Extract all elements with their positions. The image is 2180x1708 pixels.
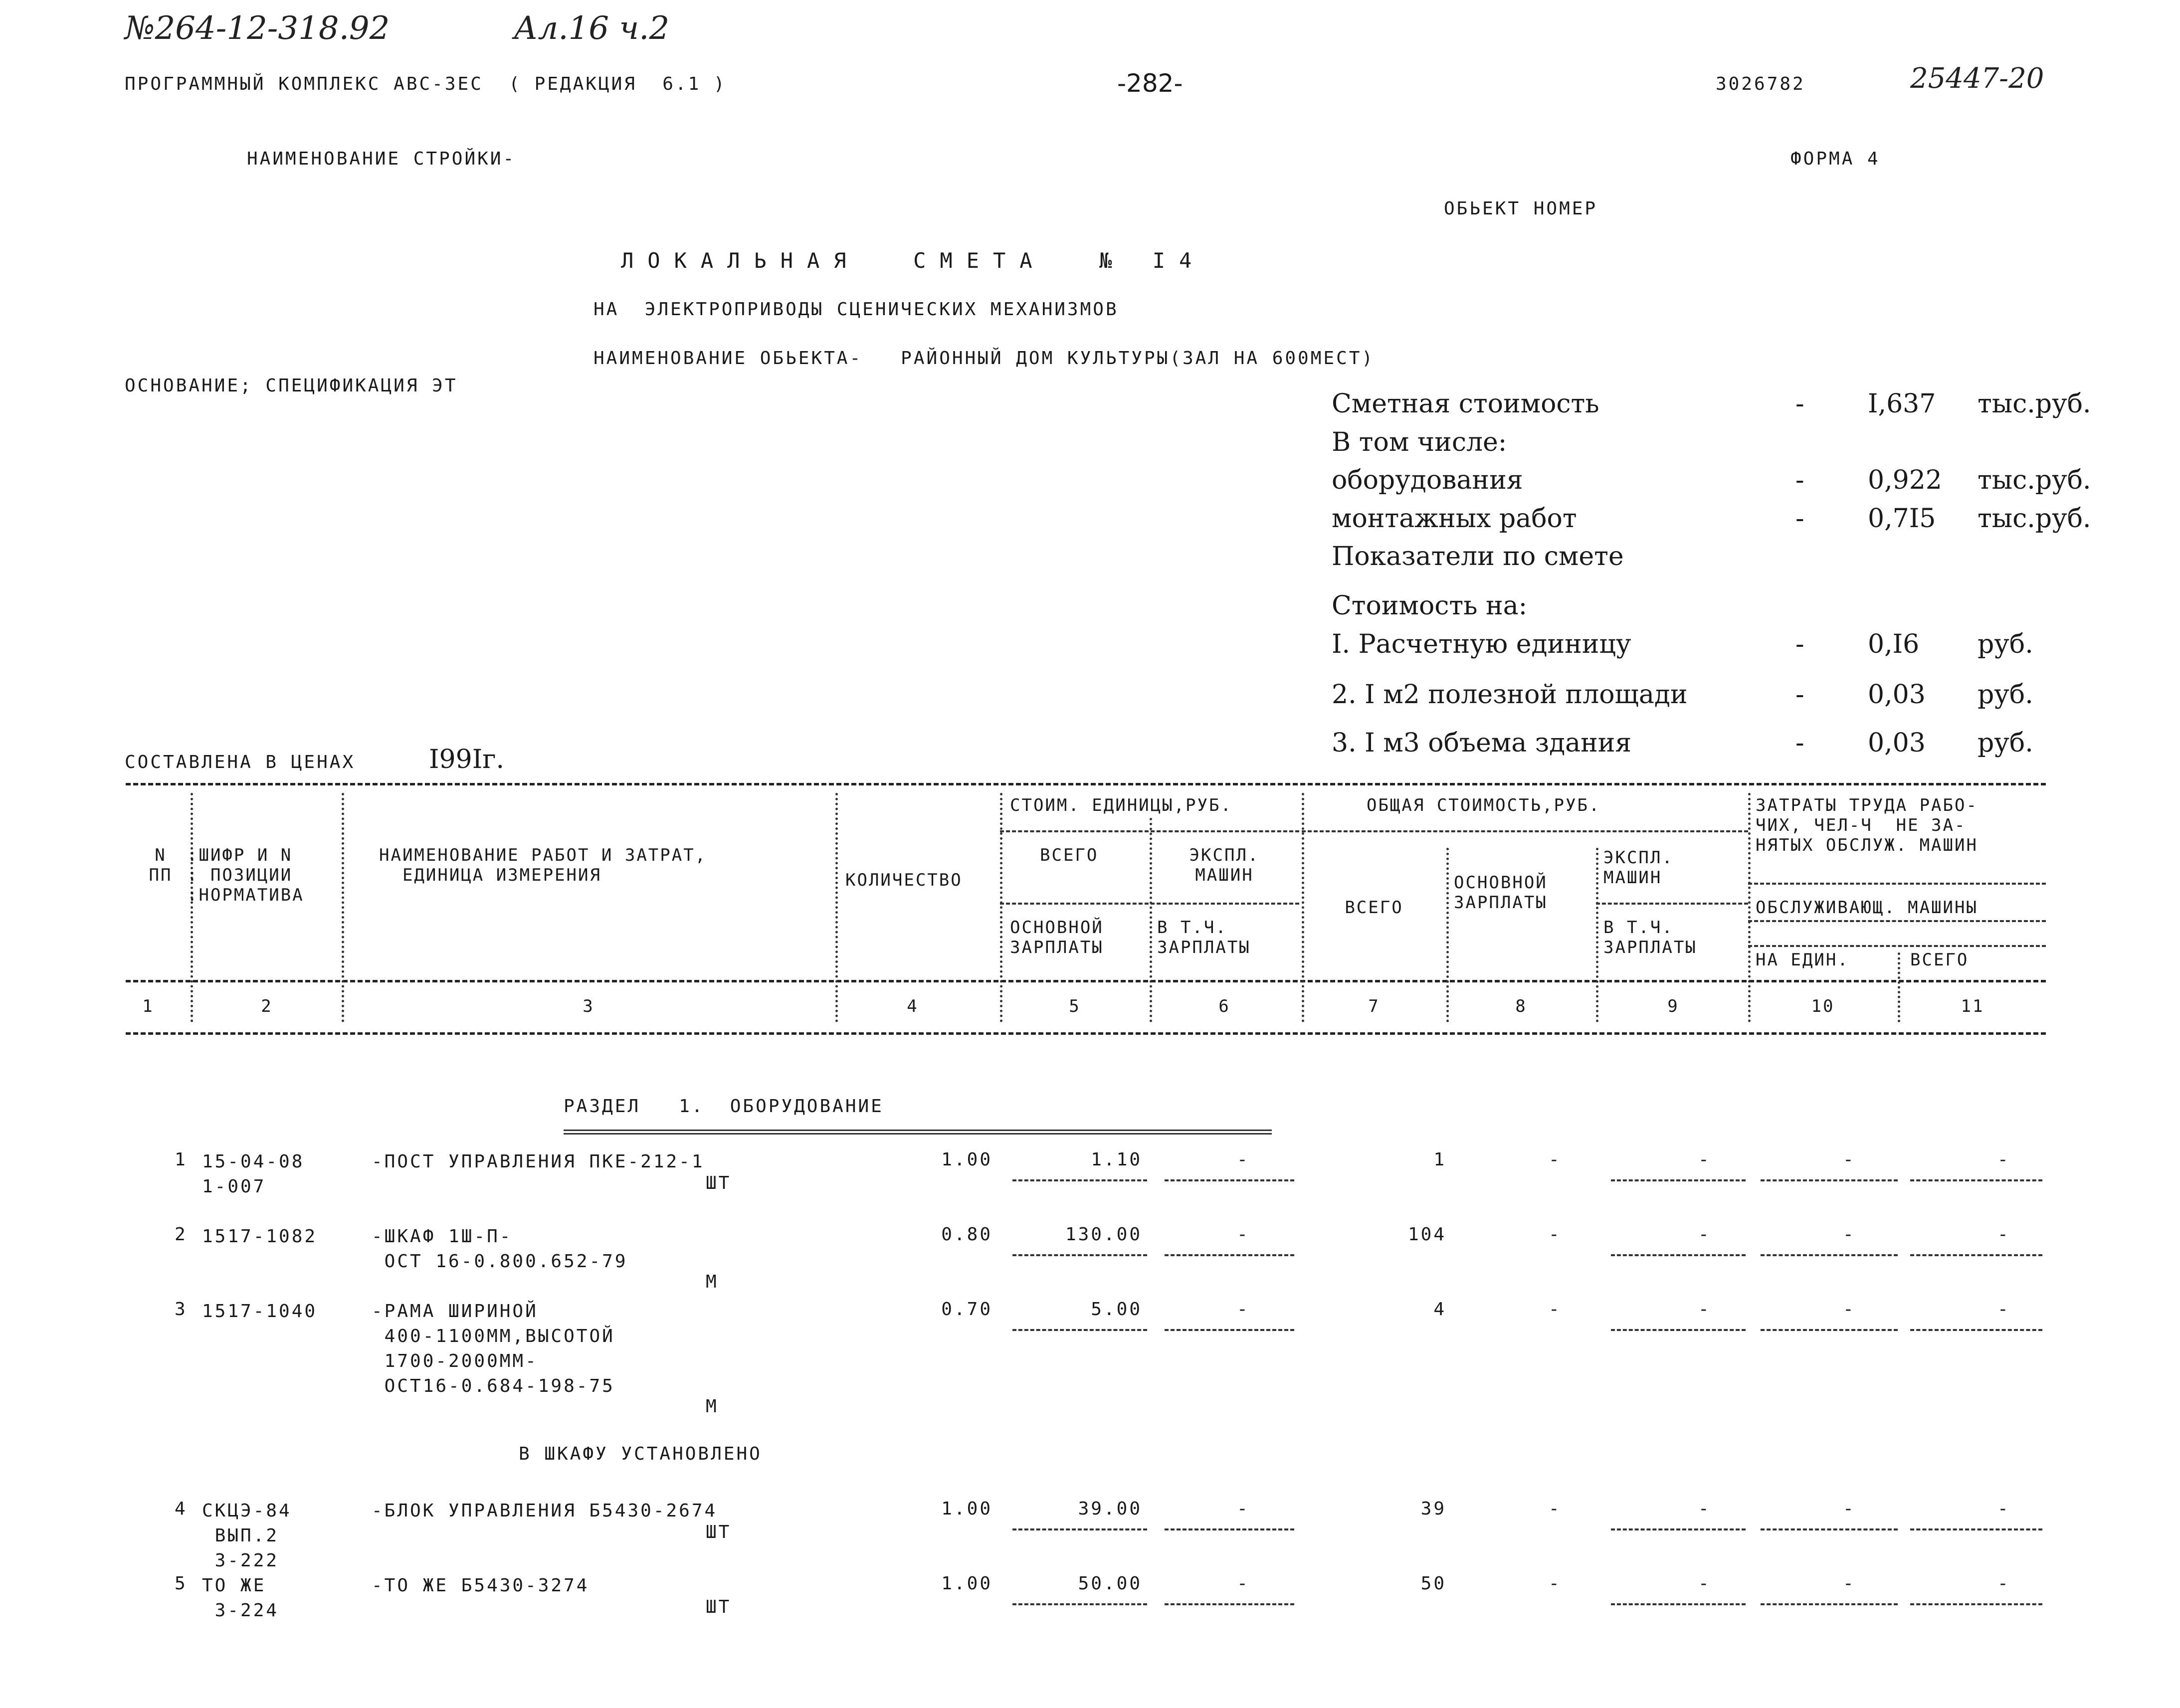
row-subrule: [1611, 1179, 1746, 1181]
row-subrule: [1611, 1603, 1746, 1605]
summary-label: Показатели по смете: [1332, 542, 1624, 571]
row-subrule: [1910, 1329, 2042, 1331]
summary-dash: -: [1795, 389, 1804, 419]
header-subrule: [1596, 903, 1748, 905]
row-unit-price: 5.00: [1091, 1299, 1142, 1320]
summary-label: монтажных работ: [1332, 504, 1577, 534]
header-unit-machines: ЭКСПЛ. МАШИН: [1189, 845, 1260, 885]
row-labor-unit: -: [1843, 1224, 1856, 1245]
row-name: -ТО ЖЕ Б5430-3274: [372, 1575, 590, 1596]
handwritten-ref-number: №264-12-318.92: [125, 10, 390, 47]
header-total-all: ВСЕГО: [1345, 898, 1403, 918]
summary-value: I,637: [1868, 389, 1936, 419]
row-total: 39: [1420, 1499, 1446, 1519]
summary-dash: -: [1795, 629, 1804, 659]
row-unit: ШТ: [706, 1522, 732, 1542]
summary-unit: руб.: [1978, 629, 2033, 659]
summary-label: 3. I м3 объема здания: [1332, 728, 1632, 758]
row-subrule: [1012, 1329, 1147, 1331]
row-unit: М: [706, 1396, 719, 1417]
summary-label: Стоимость на:: [1332, 591, 1528, 621]
row-total-machines: -: [1698, 1224, 1711, 1245]
summary-value: 0,7I5: [1868, 504, 1936, 534]
header-col-qty: КОЛИЧЕСТВО: [845, 870, 963, 890]
estimate-title: ЛОКАЛЬНАЯ СМЕТА № I4: [621, 248, 1206, 273]
row-unit-price: 39.00: [1078, 1499, 1142, 1519]
header-col-n: N ПП: [149, 845, 173, 885]
header-subrule: [1302, 830, 1748, 832]
row-number: 3: [175, 1299, 188, 1320]
row-subrule: [1012, 1254, 1147, 1256]
column-number: 10: [1811, 996, 1835, 1016]
row-total-wage: -: [1549, 1299, 1562, 1320]
col-separator: [1150, 818, 1152, 1022]
row-subrule: [1910, 1179, 2042, 1181]
header-bottom-rule: [126, 980, 2046, 982]
summary-label: Сметная стоимость: [1332, 389, 1599, 419]
summary-unit: тыс.руб.: [1978, 465, 2091, 495]
row-subrule: [1012, 1179, 1147, 1181]
object-name: НАИМЕНОВАНИЕ ОБЬЕКТА- РАЙОННЫЙ ДОМ КУЛЬТУРЫ(ЗАЛ НА 600МЕСТ): [594, 348, 1375, 369]
column-number: 1: [142, 996, 154, 1016]
section-underline: [564, 1130, 1272, 1135]
row-total: 50: [1420, 1573, 1446, 1594]
row-total: 104: [1407, 1224, 1446, 1245]
summary-dash: -: [1795, 465, 1804, 495]
summary-dash: -: [1795, 504, 1804, 534]
row-unit-machines: -: [1237, 1499, 1250, 1519]
numbers-bottom-rule: [126, 1032, 2046, 1035]
summary-value: 0,03: [1868, 728, 1926, 758]
row-subrule: [1761, 1254, 1898, 1256]
row-unit-machines: -: [1237, 1149, 1250, 1170]
row-unit: ШТ: [706, 1173, 732, 1193]
summary-label: I. Расчетную единицу: [1332, 629, 1631, 659]
row-total-wage: -: [1549, 1573, 1562, 1594]
header-total-machines: ЭКСПЛ. МАШИН: [1603, 848, 1674, 888]
program-header: ПРОГРАММНЫЙ КОМПЛЕКС АВС-3ЕС ( РЕДАКЦИЯ 6.1 ): [125, 74, 727, 94]
summary-unit: тыс.руб.: [1978, 504, 2091, 534]
object-number-label: ОБЬЕКТ НОМЕР: [1444, 198, 1598, 219]
row-code: СКЦЭ-84 ВЫП.2 3-222: [202, 1501, 292, 1571]
row-number: 4: [175, 1499, 188, 1519]
header-unit-machine-wage: В Т.Ч. ЗАРПЛАТЫ: [1157, 918, 1251, 957]
header-subrule: [1000, 903, 1299, 905]
header-subrule: [1000, 830, 1299, 832]
summary-dash: -: [1795, 728, 1804, 758]
row-labor-unit: -: [1843, 1299, 1856, 1320]
row-number: 5: [175, 1573, 188, 1594]
page-number: -282-: [1117, 69, 1183, 98]
row-name: -ШКАФ 1Ш-П- ОСТ 16-0.800.652-79: [372, 1226, 628, 1272]
row-labor-total: -: [1997, 1149, 2010, 1170]
header-total-machine-wage: В Т.Ч. ЗАРПЛАТЫ: [1603, 918, 1697, 957]
row-quantity: 1.00: [941, 1573, 992, 1594]
row-subrule: [1165, 1254, 1294, 1256]
row-total-wage: -: [1549, 1224, 1562, 1245]
row-labor-total: -: [1997, 1499, 2010, 1519]
col-separator: [1000, 793, 1002, 1022]
column-number: 8: [1515, 996, 1527, 1016]
header-unit-cost: СТОИМ. ЕДИНИЦЫ,РУБ.: [1010, 795, 1232, 815]
row-subrule: [1761, 1179, 1898, 1181]
row-unit-price: 50.00: [1078, 1573, 1142, 1594]
row-subrule: [1611, 1254, 1746, 1256]
header-total-wage: ОСНОВНОЙ ЗАРПЛАТЫ: [1454, 873, 1548, 913]
row-subrule: [1165, 1603, 1294, 1605]
row-total-machines: -: [1698, 1149, 1711, 1170]
basis-label: ОСНОВАНИЕ; СПЕЦИФИКАЦИЯ ЭТ: [125, 376, 458, 396]
row-unit-price: 130.00: [1065, 1224, 1142, 1245]
prices-label: СОСТАВЛЕНА В ЦЕНАХ: [125, 752, 356, 772]
summary-label: 2. I м2 полезной площади: [1332, 680, 1688, 710]
col-separator: [835, 793, 838, 1022]
header-unit-total: ВСЕГО: [1040, 845, 1099, 865]
row-quantity: 0.80: [941, 1224, 992, 1245]
row-unit-machines: -: [1237, 1299, 1250, 1320]
row-unit-machines: -: [1237, 1573, 1250, 1594]
row-subrule: [1012, 1528, 1147, 1530]
row-unit-price: 1.10: [1091, 1149, 1142, 1170]
row-subrule: [1910, 1254, 2042, 1256]
row-labor-total: -: [1997, 1573, 2010, 1594]
summary-value: 0,I6: [1868, 629, 1920, 659]
summary-unit: руб.: [1978, 680, 2033, 710]
row-subrule: [1012, 1603, 1147, 1605]
row-labor-unit: -: [1843, 1499, 1856, 1519]
header-subrule: [1748, 945, 2046, 947]
col-separator: [1748, 793, 1751, 1022]
column-number: 9: [1667, 996, 1679, 1016]
row-subrule: [1165, 1179, 1294, 1181]
row-total-machines: -: [1698, 1499, 1711, 1519]
form-label: ФОРМА 4: [1790, 149, 1880, 169]
row-number: 2: [175, 1224, 188, 1245]
row-name: -БЛОК УПРАВЛЕНИЯ Б5430-2674: [372, 1501, 718, 1521]
col-separator: [1898, 952, 1900, 1022]
row-subrule: [1611, 1528, 1746, 1530]
header-subrule: [1748, 920, 2046, 922]
header-subrule: [1748, 883, 2046, 885]
row-code: ТО ЖЕ 3-224: [202, 1575, 279, 1621]
header-unit-wage: ОСНОВНОЙ ЗАРПЛАТЫ: [1010, 918, 1104, 957]
summary-value: 0,03: [1868, 680, 1926, 710]
section-title: РАЗДЕЛ 1. ОБОРУДОВАНИЕ: [564, 1096, 884, 1117]
summary-dash: -: [1795, 680, 1804, 710]
row-unit-machines: -: [1237, 1224, 1250, 1245]
col-separator: [342, 793, 344, 1022]
row-quantity: 1.00: [941, 1499, 992, 1519]
header-col-code: :ШИФР И N : ПОЗИЦИИ :НОРМАТИВА: [187, 845, 304, 905]
row-total-machines: -: [1698, 1573, 1711, 1594]
row-unit: М: [706, 1272, 719, 1292]
header-labor-total: ВСЕГО: [1910, 950, 1969, 970]
row-name: -ПОСТ УПРАВЛЕНИЯ ПКЕ-212-1: [372, 1151, 705, 1172]
row-total: 1: [1433, 1149, 1446, 1170]
summary-unit: тыс.руб.: [1978, 389, 2091, 419]
column-number: 11: [1961, 996, 1984, 1016]
col-separator: [191, 793, 193, 1022]
header-col-name: НАИМЕНОВАНИЕ РАБОТ И ЗАТРАТ, ЕДИНИЦА ИЗМЕРЕНИЯ: [379, 845, 707, 885]
row-subrule: [1165, 1329, 1294, 1331]
column-number: 7: [1368, 996, 1380, 1016]
row-subrule: [1611, 1329, 1746, 1331]
row-unit: ШТ: [706, 1597, 732, 1617]
table-top-rule: [126, 783, 2046, 785]
row-number: 1: [175, 1149, 188, 1170]
row-total-wage: -: [1549, 1499, 1562, 1519]
row-labor-total: -: [1997, 1299, 2010, 1320]
header-labor-unit: НА ЕДИН.: [1756, 950, 1849, 970]
column-number: 6: [1218, 996, 1230, 1016]
row-labor-unit: -: [1843, 1573, 1856, 1594]
row-code: 1517-1082: [202, 1226, 318, 1247]
header-labor: ЗАТРАТЫ ТРУДА РАБО- ЧИХ, ЧЕЛ-Ч НЕ ЗА- НЯТЫХ ОБСЛУЖ. МАШИН: [1756, 795, 1978, 855]
row-quantity: 1.00: [941, 1149, 992, 1170]
col-separator: [1596, 848, 1598, 1022]
row-code: 15-04-08 1-007: [202, 1151, 305, 1197]
header-labor-service: ОБСЛУЖИВАЮЩ. МАШИНЫ: [1756, 898, 1978, 918]
summary-unit: руб.: [1978, 728, 2033, 758]
row-subrule: [1910, 1528, 2042, 1530]
column-number: 2: [261, 996, 273, 1016]
summary-label: В том числе:: [1332, 427, 1507, 457]
row-subrule: [1165, 1528, 1294, 1530]
column-number: 5: [1069, 996, 1081, 1016]
row-labor-total: -: [1997, 1224, 2010, 1245]
row-subrule: [1910, 1603, 2042, 1605]
row-subrule: [1761, 1329, 1898, 1331]
summary-value: 0,922: [1868, 465, 1942, 495]
row-labor-unit: -: [1843, 1149, 1856, 1170]
summary-label: оборудования: [1332, 465, 1523, 495]
estimate-subject: НА ЭЛЕКТРОПРИВОДЫ СЦЕНИЧЕСКИХ МЕХАНИЗМОВ: [594, 299, 1119, 320]
prices-year: I99Iг.: [429, 745, 505, 774]
document-code: 3026782: [1716, 74, 1805, 94]
row-subrule: [1761, 1603, 1898, 1605]
row-total-machines: -: [1698, 1299, 1711, 1320]
handwritten-sheet-code: 25447-20: [1910, 62, 2044, 95]
row-name: -РАМА ШИРИНОЙ 400-1100ММ,ВЫСОТОЙ 1700-2000ММ- ОСТ16-0.684-198-75: [372, 1301, 615, 1396]
row-code: 1517-1040: [202, 1301, 318, 1322]
column-number: 4: [907, 996, 919, 1016]
handwritten-album: Ал.16 ч.2: [514, 10, 670, 47]
column-number: 3: [583, 996, 595, 1016]
row-quantity: 0.70: [941, 1299, 992, 1320]
row-total: 4: [1433, 1299, 1446, 1320]
installed-note: В ШКАФУ УСТАНОВЛЕНО: [519, 1444, 762, 1464]
construction-label: НАИМЕНОВАНИЕ СТРОЙКИ-: [247, 149, 516, 169]
row-total-wage: -: [1549, 1149, 1562, 1170]
col-separator: [1446, 848, 1449, 1022]
row-subrule: [1761, 1528, 1898, 1530]
col-separator: [1302, 793, 1304, 1022]
header-total-cost: ОБЩАЯ СТОИМОСТЬ,РУБ.: [1367, 795, 1601, 815]
